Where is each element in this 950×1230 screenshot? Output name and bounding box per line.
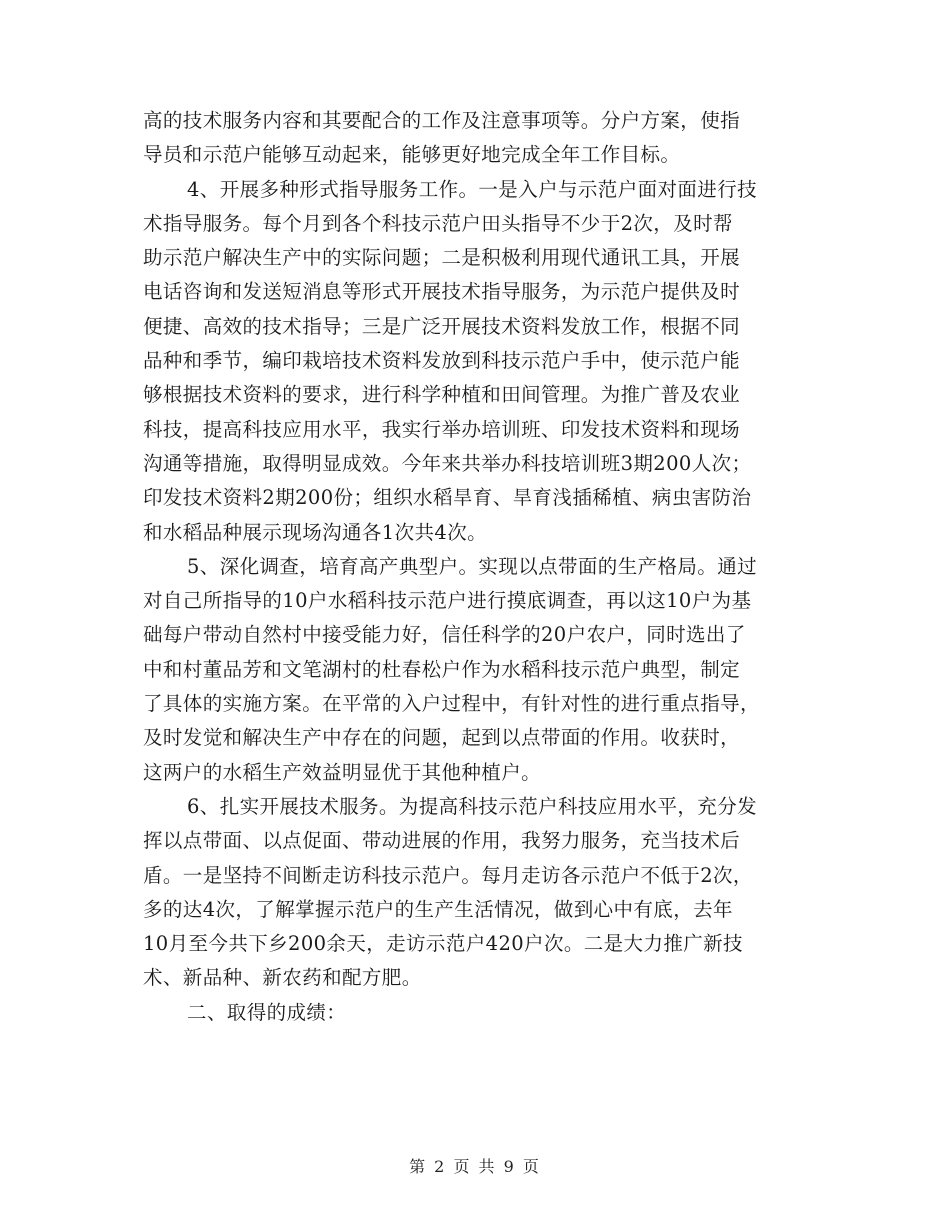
text-line: 沟通等措施，取得明显成效。今年来共举办科技培训班3期200人次； [143, 451, 752, 475]
text-line: 和水稻品种展示现场沟通各1次共4次。 [143, 520, 488, 544]
text-line: 对自己所指导的10户水稻科技示范户进行摸底调查，再以这10户为基 [143, 589, 752, 613]
text-line: 这两户的水稻生产效益明显优于其他种植户。 [143, 760, 542, 784]
text-line: 中和村董品芳和文笔湖村的杜春松户作为水稻科技示范户典型，制定 [143, 657, 741, 681]
text-line: 术指导服务。每个月到各个科技示范户田头指导不少于2次，及时帮 [143, 211, 733, 235]
text-line: 便捷、高效的技术指导；三是广泛开展技术资料发放工作，根据不同 [143, 314, 741, 338]
text-line: 品种和季节，编印栽培技术资料发放到科技示范户手中，使示范户能 [143, 349, 741, 373]
paragraph-6-start: 6、扎实开展技术服务。为提高科技示范户科技应用水平，充分发 [187, 794, 758, 818]
section-heading-achievements: 二、取得的成绩： [187, 1000, 347, 1024]
text-line: 助示范户解决生产中的实际问题；二是积极利用现代通讯工具，开展 [143, 246, 741, 270]
text-line: 电话咨询和发送短消息等形式开展技术指导服务，为示范户提供及时 [143, 280, 741, 304]
text-line: 术、新品种、新农药和配方肥。 [143, 966, 422, 990]
text-line: 了具体的实施方案。在平常的入户过程中，有针对性的进行重点指导， [143, 692, 760, 716]
text-line: 础每户带动自然村中接受能力好，信任科学的20户农户，同时选出了 [143, 623, 746, 647]
text-line: 导员和示范户能够互动起来，能够更好地完成全年工作目标。 [143, 143, 681, 167]
text-line: 高的技术服务内容和其要配合的工作及注意事项等。分户方案，使指 [143, 109, 741, 132]
text-line: 盾。一是坚持不间断走访科技示范户。每月走访各示范户不低于2次， [143, 863, 753, 887]
text-line: 挥以点带面、以点促面、带动进展的作用，我努力服务，充当技术后 [143, 829, 741, 853]
text-line: 印发技术资料2期200份；组织水稻旱育、旱育浅插稀植、病虫害防治 [143, 486, 752, 510]
paragraph-5-start: 5、深化调查，培育高产典型户。实现以点带面的生产格局。通过 [187, 554, 758, 578]
document-body [143, 104, 813, 1030]
text-line: 够根据技术资料的要求，进行科学种植和田间管理。为推广普及农业 [143, 383, 741, 407]
text-line: 科技，提高科技应用水平，我实行举办培训班、印发技术资料和现场 [143, 417, 741, 441]
paragraph-4-start: 4、开展多种形式指导服务工作。一是入户与示范户面对面进行技 [187, 177, 758, 201]
text-line: 10月至今共下乡200余天，走访示范户420户次。二是大力推广新技 [143, 932, 743, 956]
page-number-footer: 第 2 页 共 9 页 [409, 1157, 541, 1176]
text-line: 及时发觉和解决生产中存在的问题，起到以点带面的作用。收获时， [143, 726, 741, 750]
text-line: 多的达4次，了解掌握示范户的生产生活情况，做到心中有底，去年 [143, 897, 733, 921]
